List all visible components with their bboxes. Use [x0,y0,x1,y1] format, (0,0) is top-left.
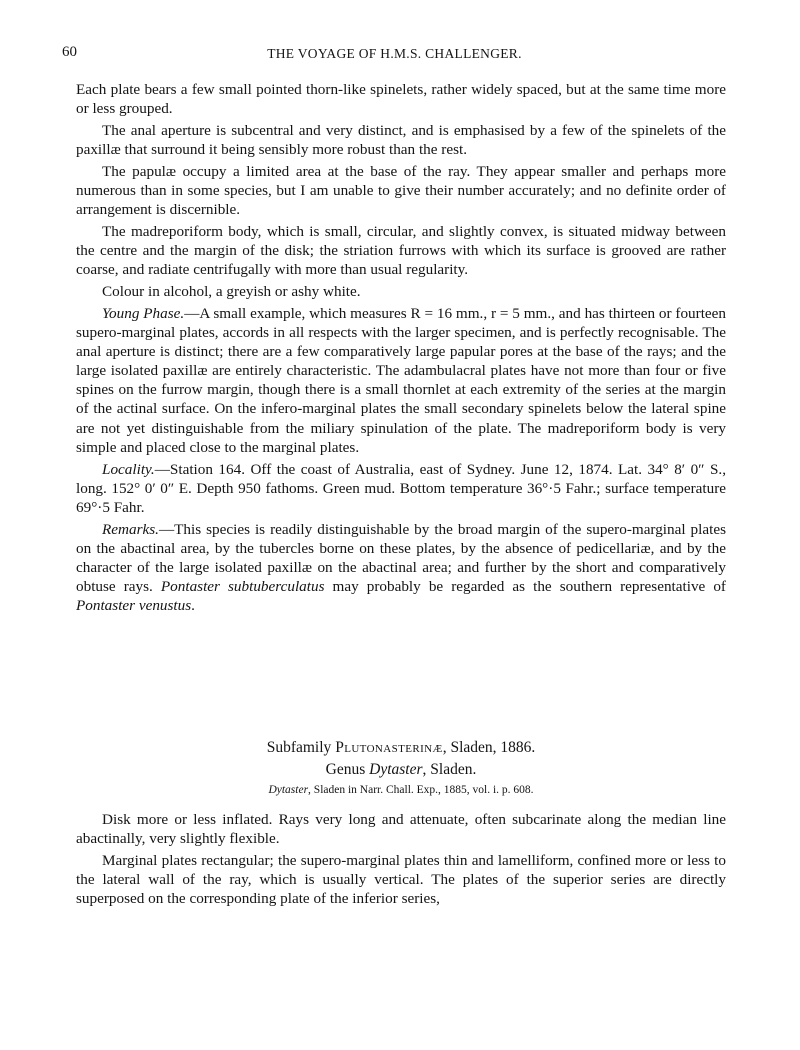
species-name-venustus: Pontaster venustus [76,597,192,615]
remarks-label: Remarks. [102,520,159,538]
genus-description [76,810,726,911]
remarks-text-1: —This species is readily distinguishable by the broad margin of the supero-marginal plates on the abactinal area, by the tubercles borne on these plates, by the absence of pedicellariæ, and by the character of the large isolated paxillæ on the abactinal area; and further by the short and comparatively obtuse rays. [76,520,726,595]
genus-reference [76,781,726,799]
section-heading [76,737,726,799]
remarks-text-2: may probably be regarded as the southern representative of [324,577,726,595]
paragraph-marginal-plates: Marginal plates rectangular; the supero-marginal plates thin and lamelliform, confined more or less to the lateral wall of the ray, which is usually vertical. The plates of the superior series are directly superposed on the corresponding plate of the inferior series, [76,851,726,908]
subfamily-prefix: Subfamily [266,739,336,756]
paragraph-remarks [76,520,726,615]
genus-name: Dytaster [369,761,423,778]
young-phase-text: —A small example, which measures R = 16 mm., r = 5 mm., and has thirteen or fourteen supero-marginal plates, accords in all respects with the larger specimen, and is perfectly recognisable. The anal aperture is distinct; there are a few comparatively large papular pores at the base of the rays; and the large isolated paxillæ are entirely characteristic. The adambulacral plates have not more than four or five spines on the furrow margin, though there is a small thornlet at each extremity of the series at the margin of the actinal surface. On the infero-marginal plates the small secondary spinelets below the lateral spine are not yet distinguishable from the miliary spinulation of the plate. The madreporiform body is very simple and placed close to the marginal plates. [76,305,726,456]
subfamily-heading [76,737,726,758]
genus-suffix: , Sladen. [422,761,477,778]
species-name-subtuberculatus: Pontaster subtuberculatus [160,577,325,595]
subfamily-name: Plutonasterinæ [335,739,443,756]
paragraph-anal-aperture: The anal aperture is subcentral and very distinct, and is emphasised by a few of the spinelets of the paxillæ that surround it being sensibly more robust than the rest. [76,121,726,159]
subfamily-suffix: , Sladen, 1886. [442,739,536,756]
young-phase-label: Young Phase. [102,305,185,323]
paragraph-colour: Colour in alcohol, a greyish or ashy white. [102,283,361,301]
paragraph-plate-spinelets: Each plate bears a few small pointed thorn-like spinelets, rather widely spaced, but at the same time more or less grouped. [76,81,726,118]
genus-prefix: Genus [325,761,370,778]
remarks-text-3: . [191,597,195,615]
paragraph-papulae: The papulæ occupy a limited area at the base of the ray. They appear smaller and perhaps more numerous than in some species, but I am unable to give their number accurately; and no definite order of arrangement is discernible. [76,162,726,219]
locality-label: Locality. [102,460,155,478]
paragraph-locality [76,460,726,517]
reference-genus: Dytaster [268,784,309,796]
paragraph-disk: Disk more or less inflated. Rays very long and attenuate, often subcarinate along the median line abactinally, very slightly flexible. [76,811,726,848]
body-text [76,80,726,618]
page-number: 60 [62,44,77,60]
paragraph-young-phase [76,304,726,457]
locality-text: —Station 164. Off the coast of Australia, east of Sydney. June 12, 1874. Lat. 34° 8′ 0″ S., long. 152° 0′ 0″ E. Depth 950 fathoms. Green mud. Bottom temperature 36°·5 Fahr.; surface temperature 69°·5 Fahr. [76,460,726,516]
reference-text: , Sladen in Narr. Chall. Exp., 1885, vol. i. p. 608. [308,784,534,796]
paragraph-madreporiform-body: The madreporiform body, which is small, circular, and slightly convex, is situated midway between the centre and the margin of the disk; the striation furrows with which its surface is grooved are rather coarse, and radiate centrifugally with more than usual regularity. [76,223,726,279]
genus-heading [76,758,726,781]
running-title: THE VOYAGE OF H.M.S. CHALLENGER. [267,46,522,61]
running-head [62,44,727,68]
